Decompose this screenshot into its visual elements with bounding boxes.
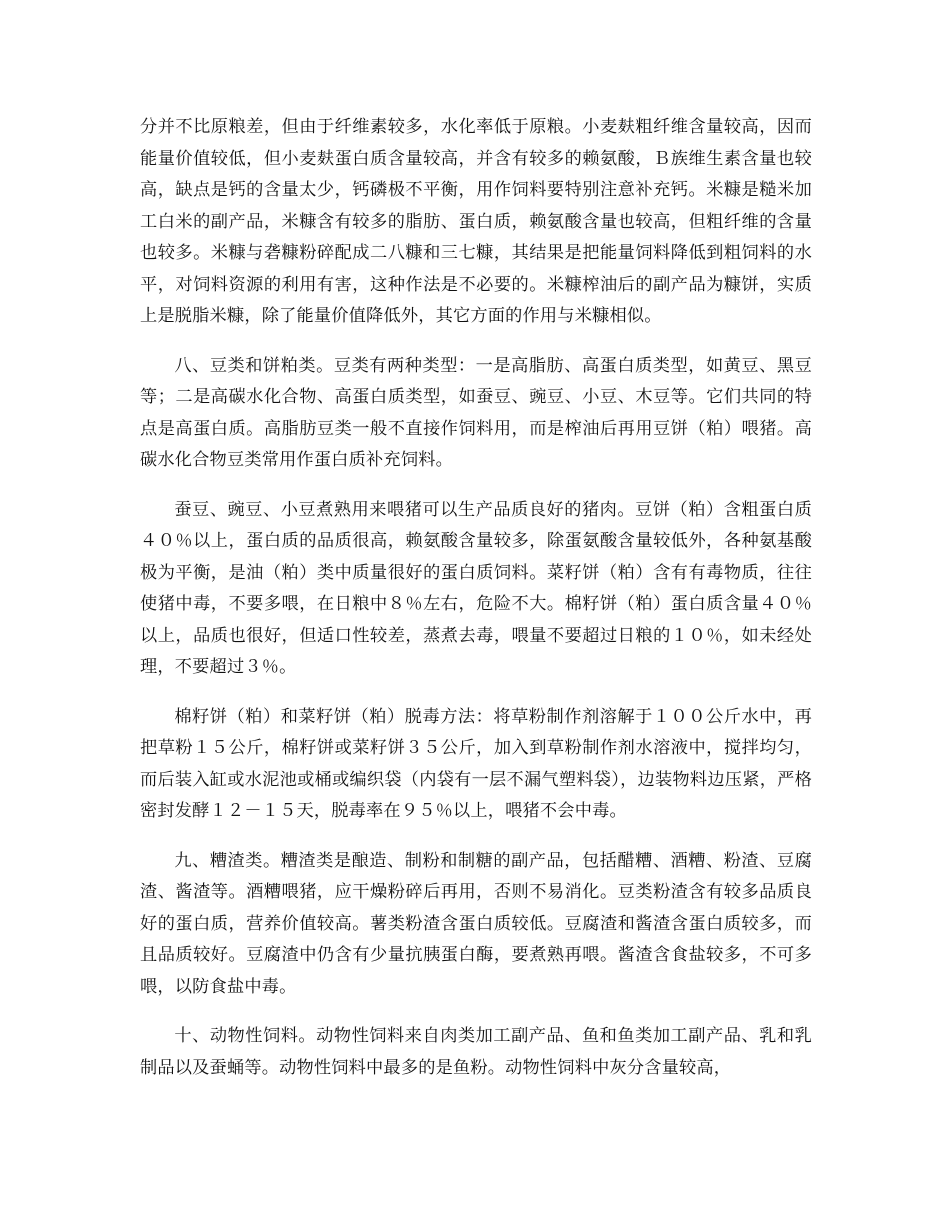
paragraph-animal-feeds: 十、动物性饲料。动物性饲料来自肉类加工副产品、鱼和鱼类加工副产品、乳和乳制品以及蚕蛹等。动物性饲料中最多的是鱼粉。动物性饲料中灰分含量较高， [140,1026,812,1078]
paragraph-bean-cake-nutrition: 蚕豆、豌豆、小豆煮熟用来喂猪可以生产品质良好的猪肉。豆饼（粕）含粗蛋白质４０％以上，蛋白质的品质很高，赖氨酸含量较多，除蛋氨酸含量较低外，各种氨基酸极为平衡，是油（粕）类中质量很好的蛋白质饲料。菜籽饼（粕）含有有毒物质，往往使猪中毒，不要多喂，在日粮中８％左右，危险不大。棉籽饼（粕）蛋白质含量４０％以上，品质也很好，但适口性较差，蒸煮去毒，喂量不要超过日粮的１０％，如未经处理，不要超过３％。 [140,499,812,677]
document-page [140,112,812,1084]
paragraph-beans-and-meal: 八、豆类和饼粕类。豆类有两种类型：一是高脂肪、高蛋白质类型，如黄豆、黑豆等；二是高碳水化合物、高蛋白质类型，如蚕豆、豌豆、小豆、木豆等。它们共同的特点是高蛋白质。高脂肪豆类一般不直接作饲料用，而是榨油后再用豆饼（粕）喂猪。高碳水化合物豆类常用作蛋白质补充饲料。 [140,355,812,470]
paragraph-residue-feeds: 九、糟渣类。糟渣类是酿造、制粉和制糖的副产品，包括醋糟、酒糟、粉渣、豆腐渣、酱渣等。酒糟喂猪，应干燥粉碎后再用，否则不易消化。豆类粉渣含有较多品质良好的蛋白质，营养价值较高。薯类粉渣含蛋白质较低。豆腐渣和酱渣含蛋白质较多，而且品质较好。豆腐渣中仍含有少量抗胰蛋白酶，要煮熟再喂。酱渣含食盐较多，不可多喂，以防食盐中毒。 [140,850,812,997]
paragraph-detox-method: 棉籽饼（粕）和菜籽饼（粕）脱毒方法：将草粉制作剂溶解于１００公斤水中，再把草粉１５公斤，棉籽饼或菜籽饼３５公斤，加入到草粉制作剂水溶液中，搅拌均匀，而后装入缸或水泥池或桶或编织袋（内袋有一层不漏气塑料袋），边装物料边压紧，严格密封发酵１２－１５天，脱毒率在９５％以上，喂猪不会中毒。 [140,706,812,821]
paragraph-bran-continued: 分并不比原粮差，但由于纤维素较多，水化率低于原粮。小麦麸粗纤维含量较高，因而能量价值较低，但小麦麸蛋白质含量较高，并含有较多的赖氨酸，Ｂ族维生素含量也较高，缺点是钙的含量太少，钙磷极不平衡，用作饲料要特别注意补充钙。米糠是糙米加工白米的副产品，米糠含有较多的脂肪、蛋白质，赖氨酸含量也较高，但粗纤维的含量也较多。米糠与砻糠粉碎配成二八糠和三七糠，其结果是把能量饲料降低到粗饲料的水平，对饲料资源的利用有害，这种作法是不必要的。米糠榨油后的副产品为糠饼，实质上是脱脂米糠，除了能量价值降低外，其它方面的作用与米糠相似。 [140,117,812,326]
